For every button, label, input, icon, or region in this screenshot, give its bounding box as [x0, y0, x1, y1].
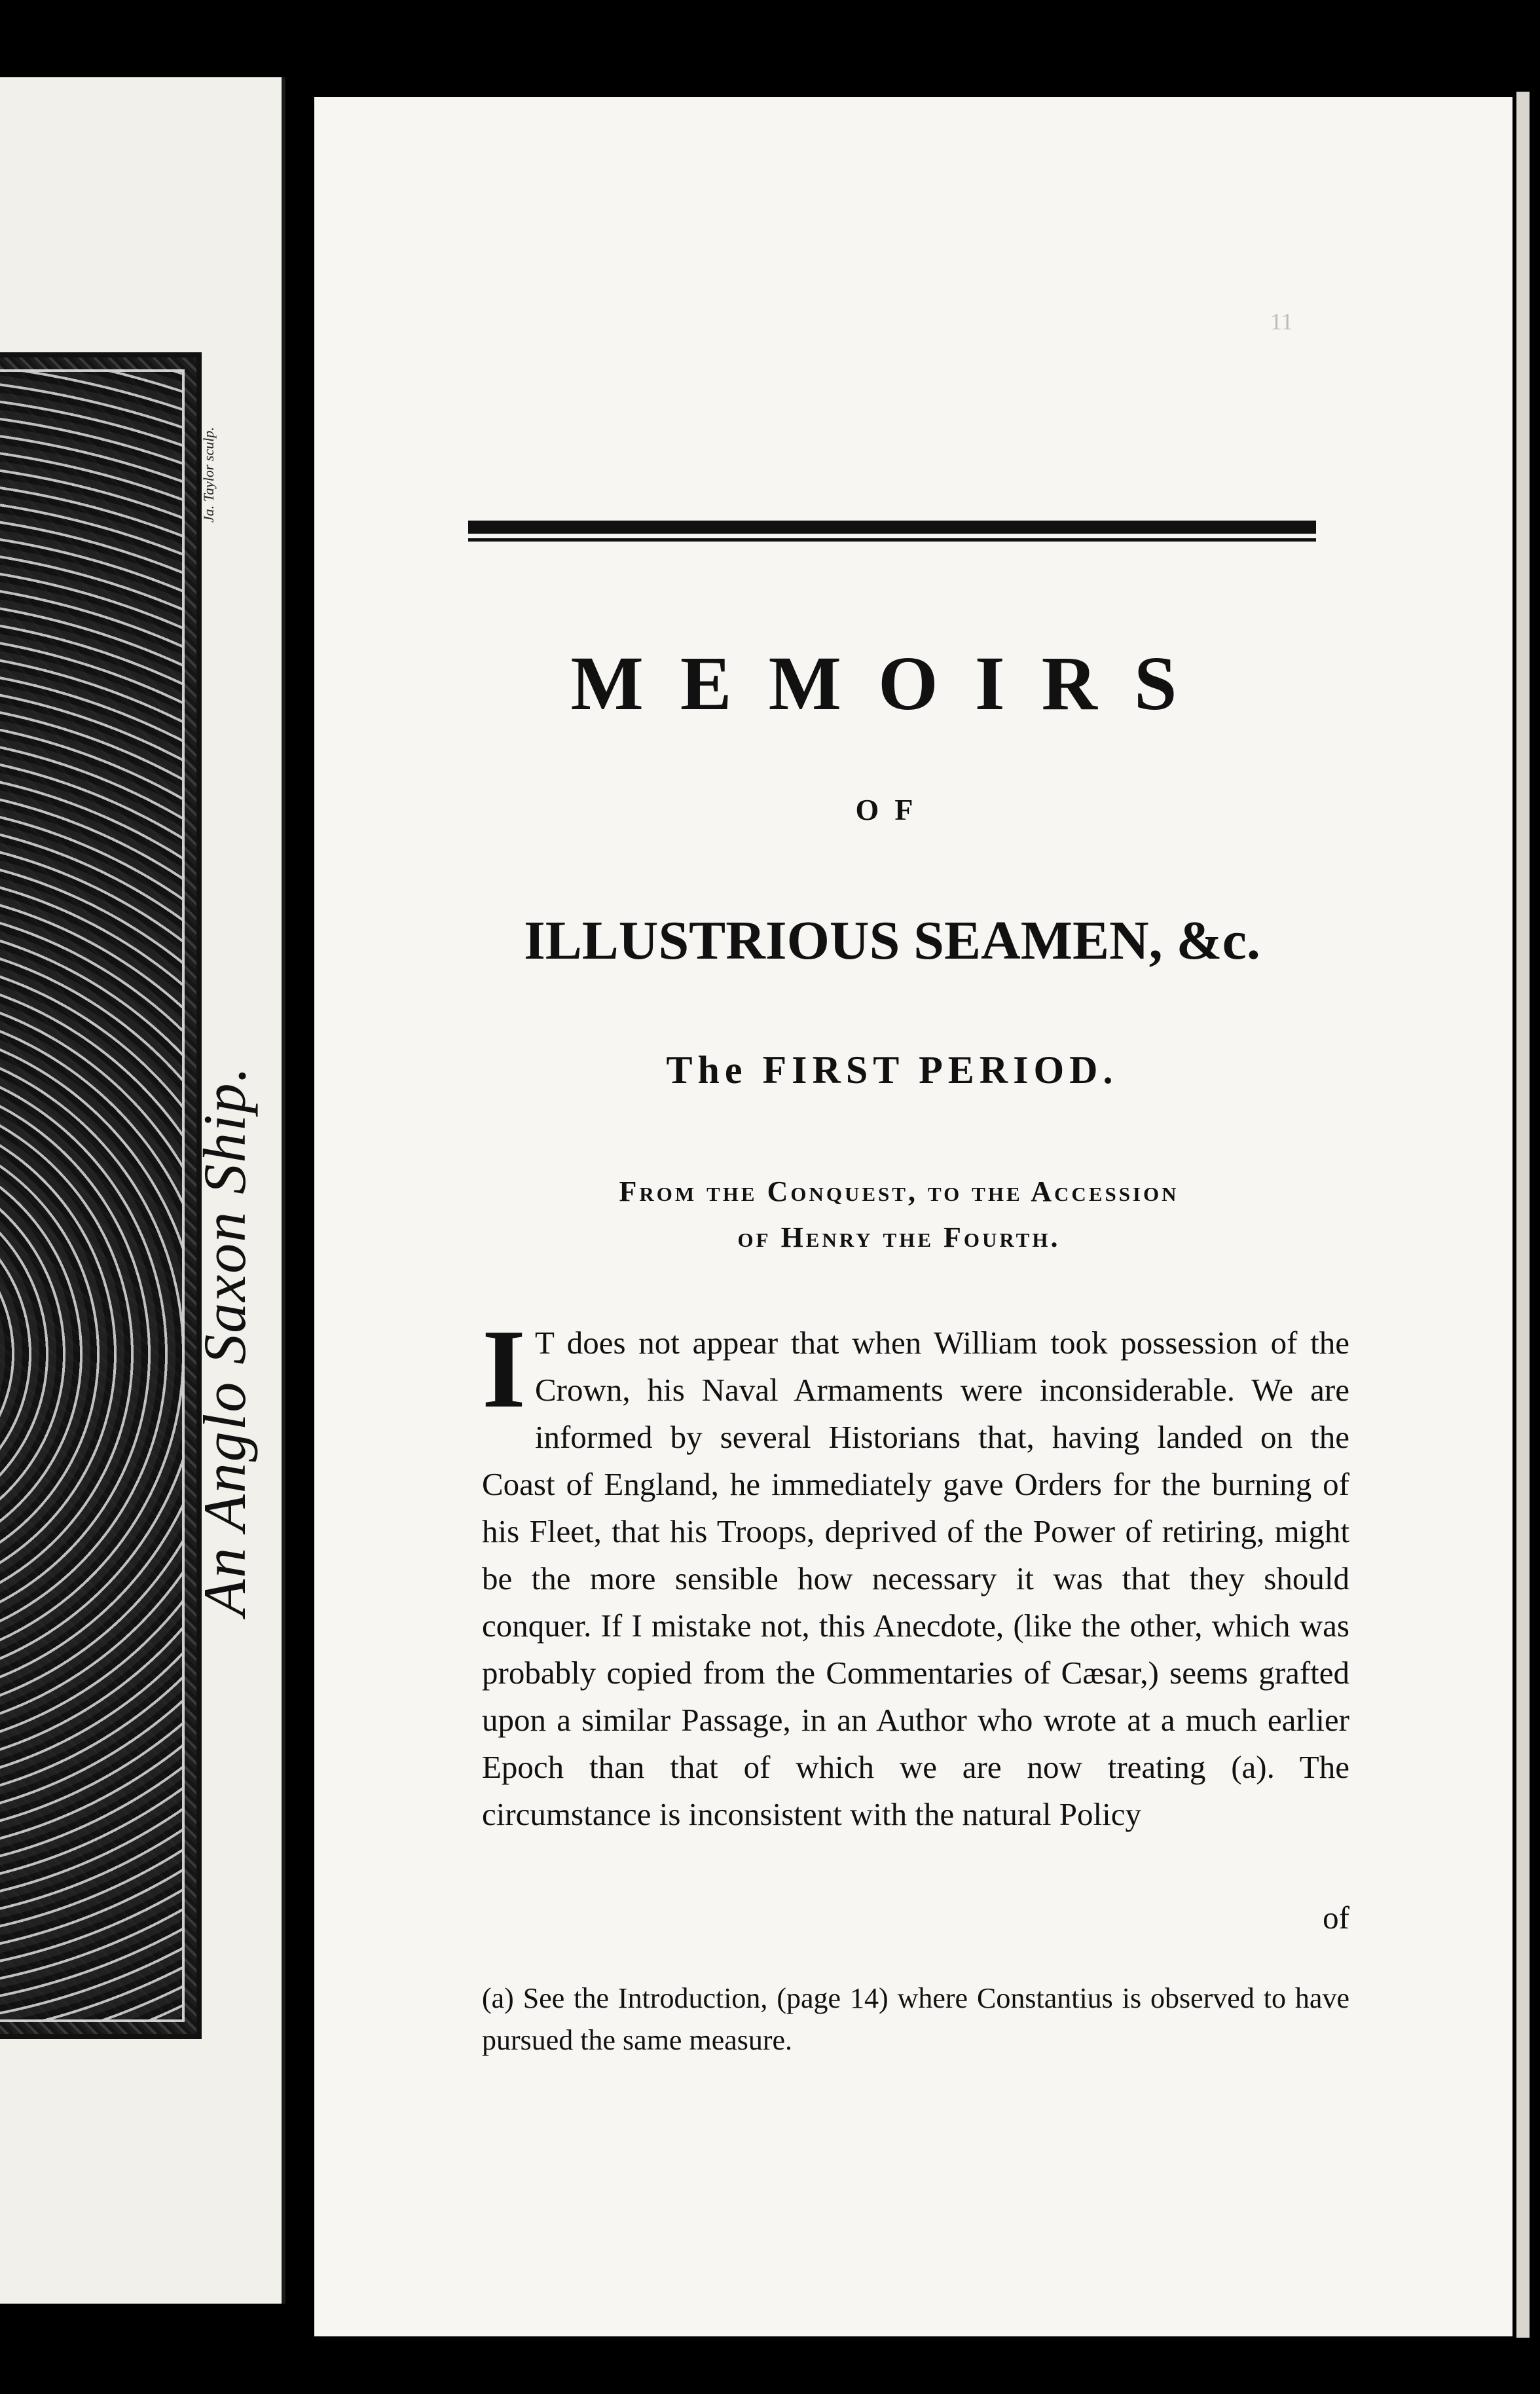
heading-rule-thin	[468, 538, 1316, 542]
page-mark: 11	[1270, 308, 1293, 335]
footnote: (a) See the Introduction, (page 14) where Constantius is observed to have pursued the same measure.	[482, 1982, 1349, 2056]
engraving-hatching	[0, 369, 185, 2022]
section-heading	[477, 1169, 1321, 1261]
body-text-block	[482, 1307, 1349, 1838]
section-heading-line-1: From the Conquest, to the Accession	[619, 1175, 1179, 1207]
period-heading: The FIRST PERIOD.	[666, 1048, 1118, 1092]
catchword: of	[1323, 1900, 1349, 1936]
drop-cap: I	[482, 1307, 526, 1431]
section-heading-line-2: of Henry the Fourth.	[737, 1221, 1061, 1253]
page-edge	[1516, 92, 1530, 2338]
book-title: MEMOIRS	[570, 640, 1214, 726]
frontispiece-page	[0, 77, 285, 2304]
body-paragraph: T does not appear that when William took possession of the Crown, his Naval Armaments were inconsiderable. We are informed by several Historians that, having landed on the Coast of England, he immediately gave Orders for the burning of his Fleet, that his Troops, deprived of the Power of retiring, might be the more sensible how necessary it was that they should conquer. If I mistake not, this Anecdote, (like the other, which was probably copied from the Commentaries of Cæsar,) seems grafted upon a similar Passage, in an Author who wrote at a much earlier Epoch than that of which we are now treating (a). The circumstance is inconsistent with the natural Policy	[482, 1325, 1349, 1832]
book-subtitle: ILLUSTRIOUS SEAMEN, &c.	[524, 910, 1260, 971]
ship-engraving	[0, 352, 202, 2039]
title-of: OF	[855, 793, 929, 826]
engraver-credit: Ja. Taylor sculp.	[200, 427, 217, 523]
heading-rule-thick	[468, 521, 1316, 534]
plate-caption: An Anglo Saxon Ship.	[191, 1065, 258, 1616]
